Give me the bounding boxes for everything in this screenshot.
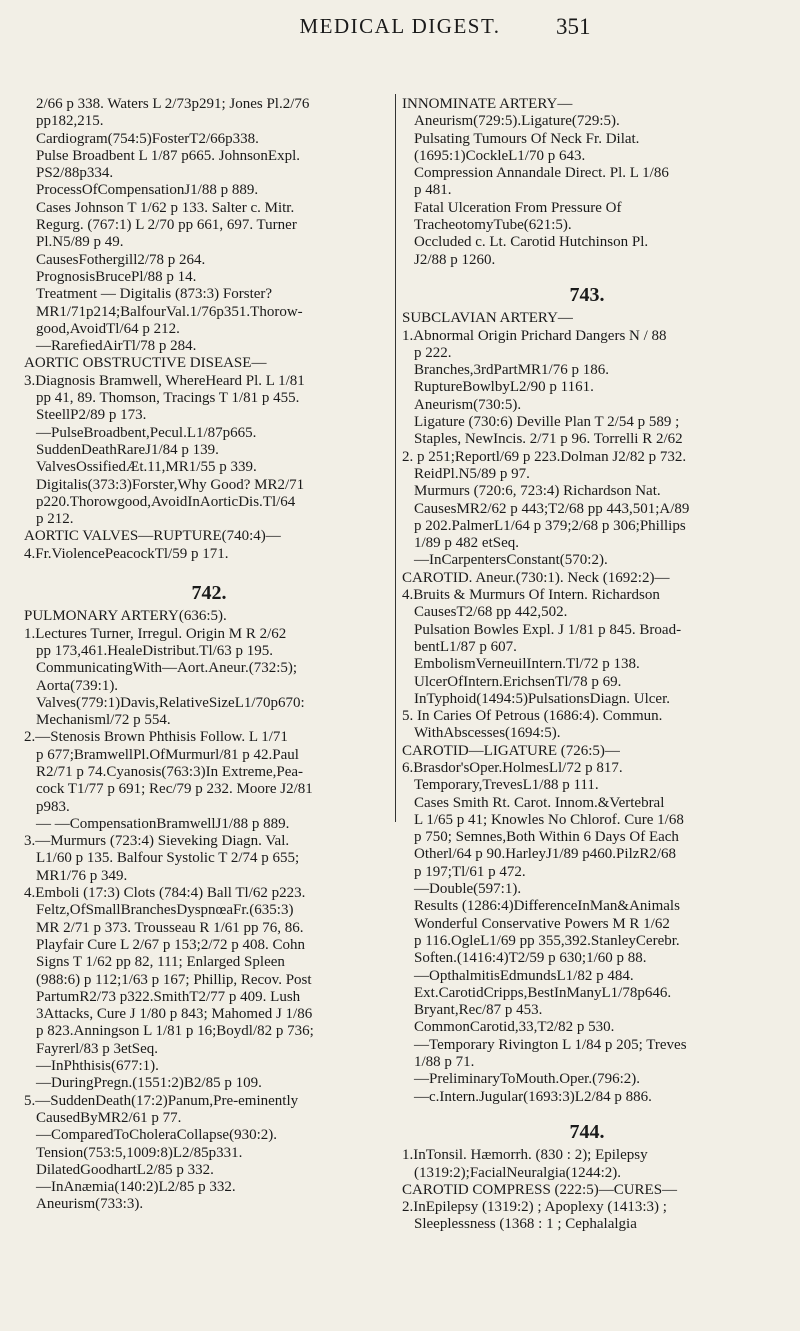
index-line: p 197;Tl/61 p 472. bbox=[414, 863, 526, 880]
index-line: cock T1/77 p 691; Rec/79 p 232. Moore J2/81 bbox=[36, 781, 313, 798]
index-line: Cardiogram(754:5)FosterT2/66p338. bbox=[36, 130, 259, 147]
index-line: 5. In Caries Of Petrous (1686:4). Commun. bbox=[402, 708, 663, 725]
index-line: p 116.OgleL1/69 pp 355,392.StanleyCerebr. bbox=[414, 932, 680, 949]
index-line: MR 2/71 p 373. Trousseau R 1/61 pp 76, 86. bbox=[36, 919, 304, 936]
index-line: Playfair Cure L 2/67 p 153;2/72 p 408. Cohn bbox=[36, 936, 306, 953]
index-line: good,AvoidTl/64 p 212. bbox=[36, 320, 180, 337]
index-line: 1.Abnormal Origin Prichard Dangers N / 88 bbox=[402, 327, 667, 344]
index-line: p220.Thorowgood,AvoidInAorticDis.Tl/64 bbox=[36, 493, 296, 510]
index-line: Occluded c. Lt. Carotid Hutchinson Pl. bbox=[414, 234, 649, 251]
index-line: —PulseBroadbent,Pecul.L1/87p665. bbox=[36, 424, 257, 441]
index-line: PrognosisBrucePl/88 p 14. bbox=[36, 268, 197, 285]
index-line: pp 173,461.HealeDistribut.Tl/63 p 195. bbox=[36, 642, 274, 659]
index-line: SUBCLAVIAN ARTERY— bbox=[402, 310, 573, 327]
index-line: (1319:2);FacialNeuralgia(1244:2). bbox=[414, 1164, 622, 1181]
page-number: 351 bbox=[556, 14, 591, 39]
index-line: Sleeplessness (1368 : 1 ; Cephalalgia bbox=[414, 1216, 637, 1233]
index-line: Ext.CarotidCripps,BestInManyL1/78p646. bbox=[414, 984, 672, 1001]
index-line: —RarefiedAirTl/78 p 284. bbox=[36, 338, 197, 355]
index-line: PS2/88p334. bbox=[36, 165, 114, 182]
index-line: Aorta(739:1). bbox=[36, 677, 119, 694]
index-line: Digitalis(373:3)Forster,Why Good? MR2/71 bbox=[36, 476, 305, 493]
index-line: CommunicatingWith—Aort.Aneur.(732:5); bbox=[36, 660, 298, 677]
index-line: Valves(779:1)Davis,RelativeSizeL1/70p670: bbox=[36, 694, 305, 711]
index-line: 3.—Murmurs (723:4) Sieveking Diagn. Val. bbox=[24, 833, 290, 850]
index-line: RuptureBowlbyL2/90 p 1161. bbox=[414, 379, 594, 396]
index-line: CausesMR2/62 p 443;T2/68 pp 443,501;A/89 bbox=[414, 500, 690, 517]
index-line: Signs T 1/62 pp 82, 111; Enlarged Spleen bbox=[36, 954, 285, 971]
index-line: Pulsation Bowles Expl. J 1/81 p 845. Broad- bbox=[414, 621, 682, 638]
index-line: —c.Intern.Jugular(1693:3)L2/84 p 886. bbox=[414, 1088, 652, 1105]
index-line: Tension(753:5,1009:8)L2/85p331. bbox=[36, 1144, 243, 1161]
index-line: 2.InEpilepsy (1319:2) ; Apoplexy (1413:3) ; bbox=[402, 1199, 667, 1216]
index-line: —ComparedToCholeraCollapse(930:2). bbox=[36, 1127, 277, 1144]
index-line: Murmurs (720:6, 723:4) Richardson Nat. bbox=[414, 483, 661, 500]
index-line: pp 41, 89. Thomson, Tracings T 1/81 p 455. bbox=[36, 390, 300, 407]
index-line: Aneurism(729:5).Ligature(729:5). bbox=[414, 113, 620, 130]
index-line: SteellP2/89 p 173. bbox=[36, 407, 147, 424]
index-line: CausesFothergill2/78 p 264. bbox=[36, 251, 206, 268]
index-line: Aneurism(733:3). bbox=[36, 1196, 144, 1213]
index-line: Pulsating Tumours Of Neck Fr. Dilat. bbox=[414, 130, 640, 147]
index-line: 1/88 p 71. bbox=[414, 1054, 475, 1071]
running-title: MEDICAL DIGEST. bbox=[299, 14, 501, 38]
section-number: 744. bbox=[569, 1120, 605, 1143]
index-line: p 202.PalmerL1/64 p 379;2/68 p 306;Phillips bbox=[414, 517, 686, 534]
index-line: J2/88 p 1260. bbox=[414, 251, 496, 268]
index-line: p 677;BramwellPl.OfMurmurl/81 p 42.Paul bbox=[36, 746, 299, 763]
index-line: Aneurism(730:5). bbox=[414, 396, 522, 413]
index-line: L 1/65 p 41; Knowles No Chlorof. Cure 1/68 bbox=[414, 811, 684, 828]
index-line: —OpthalmitisEdmundsL1/82 p 484. bbox=[414, 967, 634, 984]
index-line: PULMONARY ARTERY(636:5). bbox=[24, 608, 227, 625]
left-column bbox=[24, 96, 394, 1214]
index-line: Cases Johnson T 1/62 p 133. Salter c. Mitr. bbox=[36, 199, 295, 216]
index-line: —InAnæmia(140:2)L2/85 p 332. bbox=[36, 1179, 236, 1196]
index-line: UlcerOfIntern.ErichsenTl/78 p 69. bbox=[414, 673, 622, 690]
index-line: Pulse Broadbent L 1/87 p665. JohnsonExpl. bbox=[36, 147, 301, 164]
index-line: ReidPl.N5/89 p 97. bbox=[414, 465, 530, 482]
index-line: —InCarpentersConstant(570:2). bbox=[414, 552, 608, 569]
index-line: Bryant,Rec/87 p 453. bbox=[414, 1002, 543, 1019]
index-line: Temporary,TrevesL1/88 p 111. bbox=[414, 777, 599, 794]
index-line: INNOMINATE ARTERY— bbox=[402, 96, 573, 112]
index-line: Branches,3rdPartMR1/76 p 186. bbox=[414, 362, 609, 379]
index-line: ProcessOfCompensationJ1/88 p 889. bbox=[36, 182, 259, 199]
index-line: 6.Brasdor'sOper.HolmesLl/72 p 817. bbox=[402, 759, 623, 776]
index-line: Cases Smith Rt. Carot. Innom.&Vertebral bbox=[414, 794, 665, 811]
index-line: CAROTID—LIGATURE (726:5)— bbox=[402, 742, 620, 759]
index-line: p 823.Anningson L 1/81 p 16;Boydl/82 p 736; bbox=[36, 1023, 314, 1040]
index-line: p 481. bbox=[414, 182, 452, 199]
column-divider bbox=[395, 94, 396, 822]
index-line: —Double(597:1). bbox=[414, 881, 522, 898]
index-line: EmbolismVerneuilIntern.Tl/72 p 138. bbox=[414, 656, 640, 673]
index-line: Feltz,OfSmallBranchesDyspnœaFr.(635:3) bbox=[36, 902, 294, 919]
index-line: 2.—Stenosis Brown Phthisis Follow. L 1/71 bbox=[24, 729, 288, 746]
page-header bbox=[0, 14, 800, 44]
index-line: ValvesOssifiedÆt.11,MR1/55 p 339. bbox=[36, 459, 257, 476]
index-line: CAROTID. Aneur.(730:1). Neck (1692:2)— bbox=[402, 569, 670, 586]
index-line: 4.Emboli (17:3) Clots (784:4) Ball Tl/62 p223. bbox=[24, 885, 306, 902]
index-line: MR1/71p214;BalfourVal.1/76p351.Thorow- bbox=[36, 303, 303, 320]
index-line: L1/60 p 135. Balfour Systolic T 2/74 p 655; bbox=[36, 850, 300, 867]
index-line: Compression Annandale Direct. Pl. L 1/86 bbox=[414, 165, 669, 182]
index-line: 4.Bruits & Murmurs Of Intern. Richardson bbox=[402, 587, 660, 604]
index-line: — —CompensationBramwellJ1/88 p 889. bbox=[36, 815, 290, 832]
index-line: Wonderful Conservative Powers M R 1/62 bbox=[414, 915, 670, 932]
index-line: MR1/76 p 349. bbox=[36, 867, 128, 884]
index-line: —PreliminaryToMouth.Oper.(796:2). bbox=[414, 1071, 641, 1088]
index-line: —InPhthisis(677:1). bbox=[36, 1058, 159, 1075]
index-line: Soften.(1416:4)T2/59 p 630;1/60 p 88. bbox=[414, 950, 647, 967]
index-line: CAROTID COMPRESS (222:5)—CURES— bbox=[402, 1181, 678, 1198]
index-line: 3Attacks, Cure J 1/80 p 843; Mahomed J 1/86 bbox=[36, 1006, 313, 1023]
index-line: PartumR2/73 p322.SmithT2/77 p 409. Lush bbox=[36, 988, 301, 1005]
index-line: —Temporary Rivington L 1/84 p 205; Treves bbox=[414, 1036, 687, 1053]
section-number: 743. bbox=[569, 283, 605, 306]
index-line: R2/71 p 74.Cyanosis(763:3)In Extreme,Pea- bbox=[36, 763, 304, 780]
index-line: Staples, NewIncis. 2/71 p 96. Torrelli R 2/62 bbox=[414, 431, 683, 448]
index-line: SuddenDeathRareJ1/84 p 139. bbox=[36, 441, 219, 458]
index-line: Regurg. (767:1) L 2/70 pp 661, 697. Turner bbox=[36, 217, 297, 234]
index-line: AORTIC VALVES—RUPTURE(740:4)— bbox=[24, 528, 281, 545]
index-line: Fayrerl/83 p 3etSeq. bbox=[36, 1040, 159, 1057]
index-line: CausesT2/68 pp 442,502. bbox=[414, 604, 568, 621]
index-line: Treatment — Digitalis (873:3) Forster? bbox=[36, 286, 273, 303]
index-line: AORTIC OBSTRUCTIVE DISEASE— bbox=[24, 355, 267, 372]
right-column bbox=[402, 96, 772, 1234]
index-line: pp182,215. bbox=[36, 113, 104, 130]
index-line: Pl.N5/89 p 49. bbox=[36, 234, 124, 251]
index-line: WithAbscesses(1694:5). bbox=[414, 725, 561, 742]
index-line: 3.Diagnosis Bramwell, WhereHeard Pl. L 1/81 bbox=[24, 372, 305, 389]
index-line: 5.—SuddenDeath(17:2)Panum,Pre-eminently bbox=[24, 1092, 299, 1109]
index-line: —DuringPregn.(1551:2)B2/85 p 109. bbox=[36, 1075, 262, 1092]
index-line: DilatedGoodhartL2/85 p 332. bbox=[36, 1161, 214, 1178]
index-line: 1/89 p 482 etSeq. bbox=[414, 535, 519, 552]
index-line: Mechanisml/72 p 554. bbox=[36, 712, 171, 729]
index-line: p 750; Semnes,Both Within 6 Days Of Each bbox=[414, 829, 679, 846]
index-line: p 212. bbox=[36, 511, 74, 528]
index-line: CommonCarotid,33,T2/82 p 530. bbox=[414, 1019, 615, 1036]
index-line: 2. p 251;Reportl/69 p 223.Dolman J2/82 p 732. bbox=[402, 448, 687, 465]
index-line: 1.InTonsil. Hæmorrh. (830 : 2); Epilepsy bbox=[402, 1147, 648, 1164]
index-line: p983. bbox=[36, 798, 70, 815]
index-line: 2/66 p 338. Waters L 2/73p291; Jones Pl.2/76 bbox=[36, 96, 310, 112]
index-line: CausedByMR2/61 p 77. bbox=[36, 1109, 182, 1126]
index-line: Ligature (730:6) Deville Plan T 2/54 p 589 ; bbox=[414, 414, 680, 431]
index-line: TracheotomyTube(621:5). bbox=[414, 217, 572, 234]
index-line: InTyphoid(1494:5)PulsationsDiagn. Ulcer. bbox=[414, 690, 671, 707]
index-line: 1.Lectures Turner, Irregul. Origin M R 2/62 bbox=[24, 625, 287, 642]
index-line: (1695:1)CockleL1/70 p 643. bbox=[414, 147, 586, 164]
index-line: 4.Fr.ViolencePeacockTl/59 p 171. bbox=[24, 545, 229, 562]
index-line: bentL1/87 p 607. bbox=[414, 638, 517, 655]
section-number: 742. bbox=[191, 582, 227, 605]
index-line: (988:6) p 112;1/63 p 167; Phillip, Recov. Post bbox=[36, 971, 312, 988]
index-line: Otherl/64 p 90.HarleyJ1/89 p460.PilzR2/68 bbox=[414, 846, 677, 863]
index-line: Fatal Ulceration From Pressure Of bbox=[414, 199, 622, 216]
index-line: p 222. bbox=[414, 344, 452, 361]
index-line: Results (1286:4)DifferenceInMan&Animals bbox=[414, 898, 680, 915]
